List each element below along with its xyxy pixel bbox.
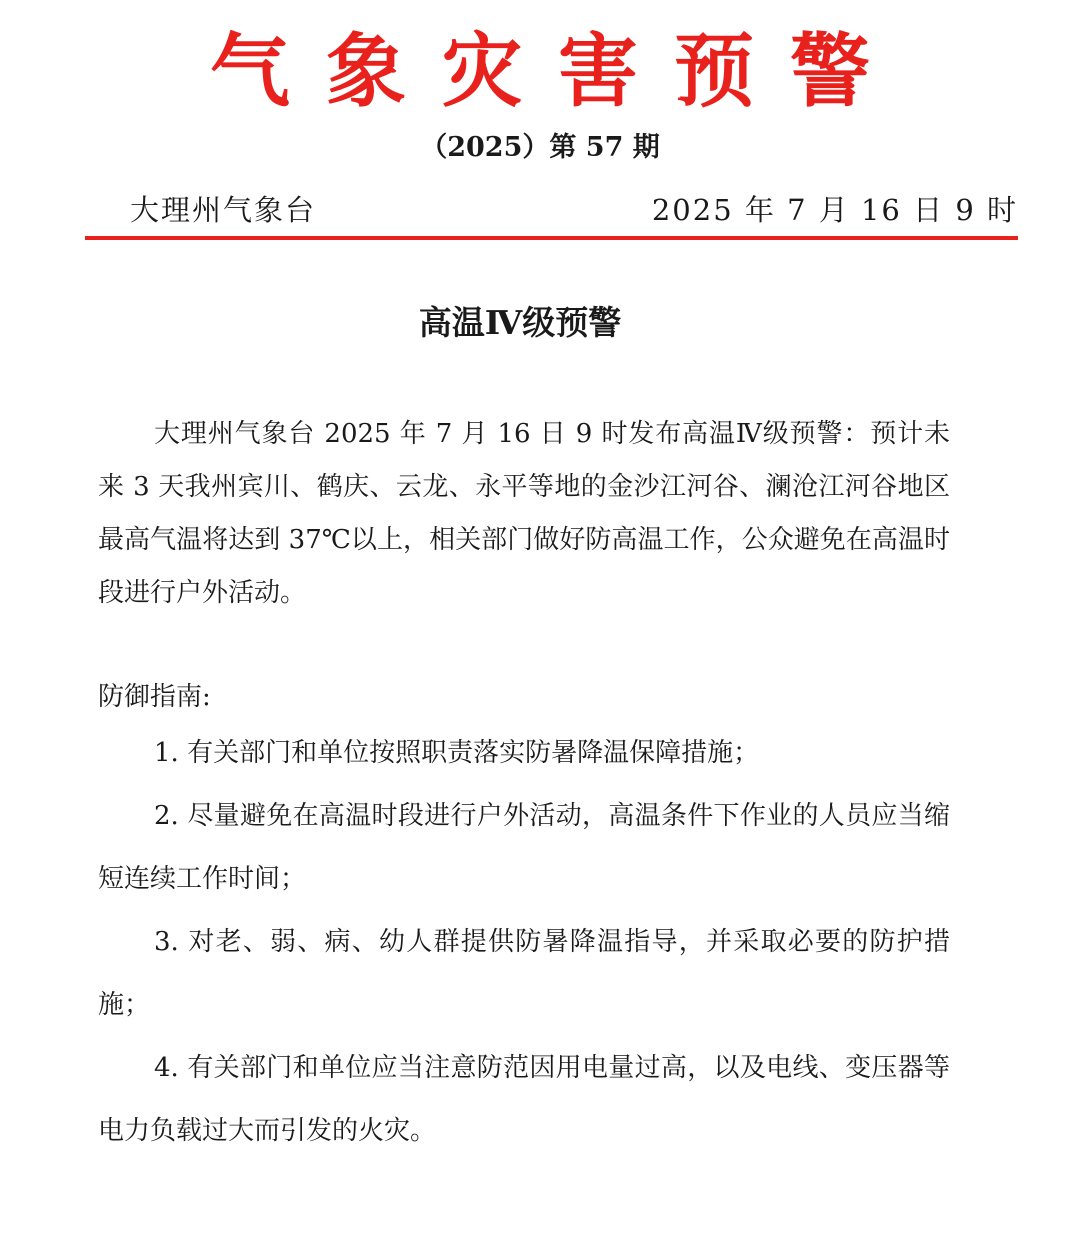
guide-item-1: 1. 有关部门和单位按照职责落实防暑降温保障措施；: [154, 738, 760, 768]
masthead-title: 气象灾害预警: [210, 25, 906, 118]
guide-item-4: 4. 有关部门和单位应当注意防范因用电量过高，以及电线、变压器等电力负载过大而引发的火灾。: [98, 1053, 950, 1146]
guide-item-2: 2. 尽量避免在高温时段进行户外活动，高温条件下作业的人员应当缩短连续工作时间；: [98, 801, 950, 894]
defense-guide-list: [98, 722, 950, 1163]
red-divider-rule: [85, 236, 1018, 240]
issuer-name: 大理州气象台: [130, 193, 317, 227]
issue-time: 2025 年 7 月 16 日 9 时: [651, 193, 1018, 227]
defense-guide-label: 防御指南:: [98, 682, 211, 712]
document-title: 高温Ⅳ级预警: [418, 303, 622, 342]
issue-number: （2025）第 57 期: [420, 132, 660, 163]
warning-body-paragraph: 大理州气象台 2025 年 7 月 16 日 9 时发布高温Ⅳ级预警：预计未来 3 天我州宾川、鹤庆、云龙、永平等地的金沙江河谷、澜沧江河谷地区最高气温将达到 37℃以上，相关部门做好防高温工作，公众避免在高温时段进行户外活动。: [98, 419, 950, 608]
guide-item-3: 3. 对老、弱、病、幼人群提供防暑降温指导，并采取必要的防护措施；: [98, 927, 950, 1020]
